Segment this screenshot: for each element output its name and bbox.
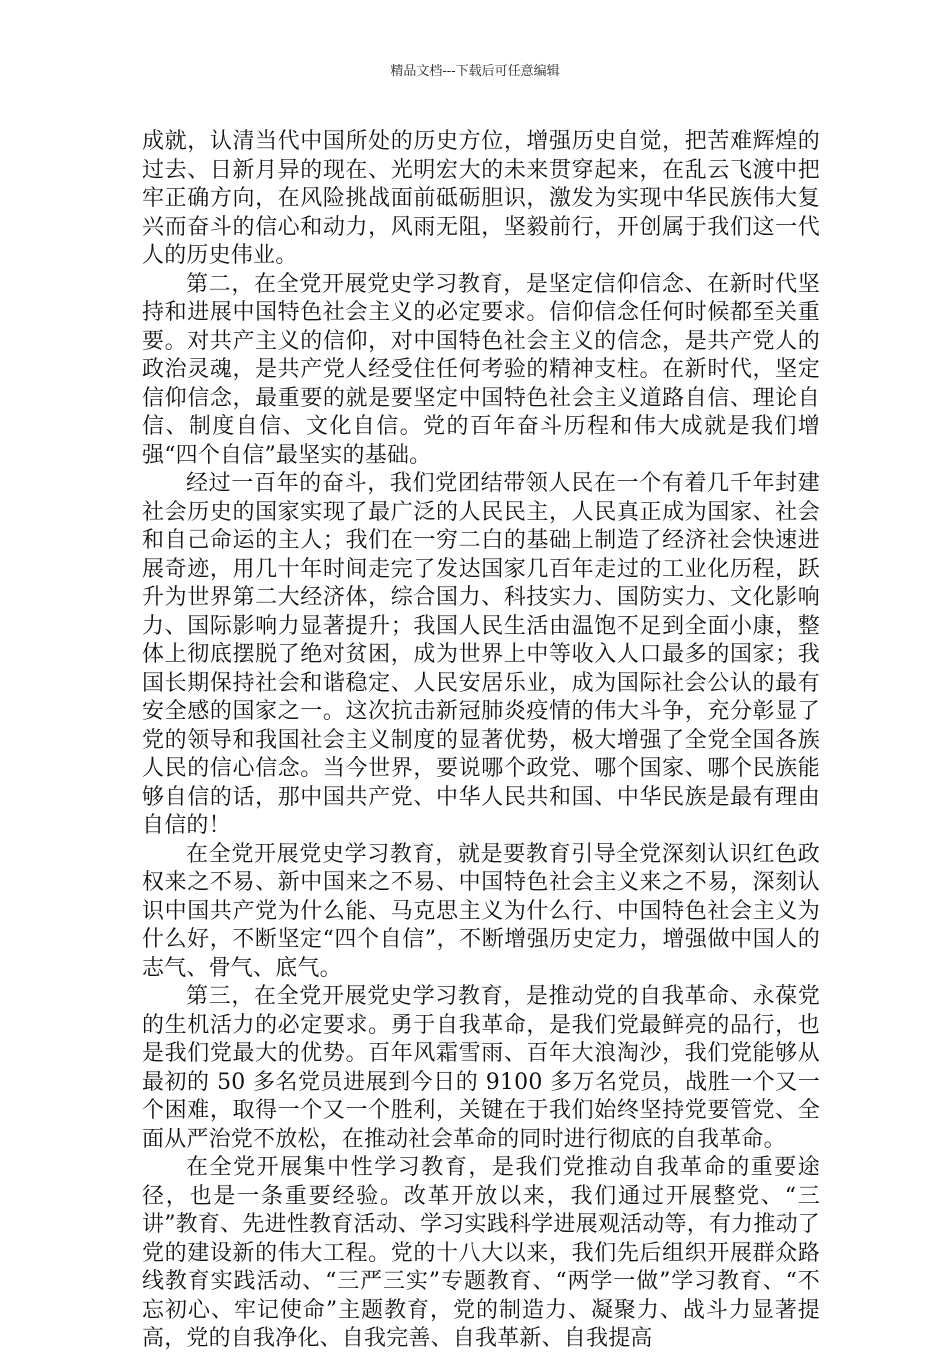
page-header: 精品文档---下载后可任意编辑 [390, 64, 560, 79]
paragraph-2: 第二，在全党开展党史学习教育，是坚定信仰信念、在新时代坚持和进展中国特色社会主义的必定要求。信仰信念任何时候都至关重要。对共产主义的信仰，对中国特色社会主义的信念，是共产党人的政治灵魂，是共产党人经受住任何考验的精神支柱。在新时代，坚定信仰信念，最重要的就是要坚定中国特色社会主义道路自信、理论自信、制度自信、文化自信。党的百年奋斗历程和伟大成就是我们增强“四个自信”最坚实的基础。 [142, 271, 820, 468]
paragraph-4: 在全党开展党史学习教育，就是要教育引导全党深刻认识红色政权来之不易、新中国来之不易、中国特色社会主义来之不易，深刻认识中国共产党为什么能、马克思主义为什么行、中国特色社会主义为什么好，不断坚定“四个自信”，不断增强历史定力，增强做中国人的志气、骨气、底气。 [142, 841, 820, 981]
paragraph-6: 在全党开展集中性学习教育，是我们党推动自我革命的重要途径，也是一条重要经验。改革开放以来，我们通过开展整党、“三讲”教育、先进性教育活动、学习实践科学进展观活动等，有力推动了党的建设新的伟大工程。党的十八大以来，我们先后组织开展群众路线教育实践活动、“三严三实”专题教育、“两学一做”学习教育、“不忘初心、牢记使命”主题教育，党的制造力、凝聚力、战斗力显著提高，党的自我净化、自我完善、自我革新、自我提高 [142, 1155, 820, 1351]
paragraph-3: 经过一百年的奋斗，我们党团结带领人民在一个有着几千年封建社会历史的国家实现了最广泛的人民民主，人民真正成为国家、社会和自己命运的主人；我们在一穷二白的基础上制造了经济社会快速进展奇迹，用几十年时间走完了发达国家几百年走过的工业化历程，跃升为世界第二大经济体，综合国力、科技实力、国防实力、文化影响力、国际影响力显著提升；我国人民生活由温饱不足到全面小康，整体上彻底摆脱了绝对贫困，成为世界上中等收入人口最多的国家；我国长期保持社会和谐稳定、人民安居乐业，成为国际社会公认的最有安全感的国家之一。这次抗击新冠肺炎疫情的伟大斗争，充分彰显了党的领导和我国社会主义制度的显著优势，极大增强了全党全国各族人民的信心信念。当今世界，要说哪个政党、哪个国家、哪个民族能够自信的话，那中国共产党、中华人民共和国、中华民族是最有理由自信的！ [142, 471, 820, 838]
document-body [142, 128, 820, 1354]
paragraph-1: 成就，认清当代中国所处的历史方位，增强历史自觉，把苦难辉煌的过去、日新月异的现在、光明宏大的未来贯穿起来，在乱云飞渡中把牢正确方向，在风险挑战面前砥砺胆识，激发为实现中华民族伟大复兴而奋斗的信心和动力，风雨无阻，坚毅前行，开创属于我们这一代人的历史伟业。 [142, 129, 820, 268]
paragraph-5: 第三，在全党开展党史学习教育，是推动党的自我革命、永葆党的生机活力的必定要求。勇于自我革命，是我们党最鲜亮的品行，也是我们党最大的优势。百年风霜雪雨、百年大浪淘沙，我们党能够从最初的 50 多名党员进展到今日的 9100 多万名党员，战胜一个又一个困难，取得一个又一个胜利，关键在于我们始终坚持党要管党、全面从严治党不放松，在推动社会革命的同时进行彻底的自我革命。 [142, 984, 820, 1152]
